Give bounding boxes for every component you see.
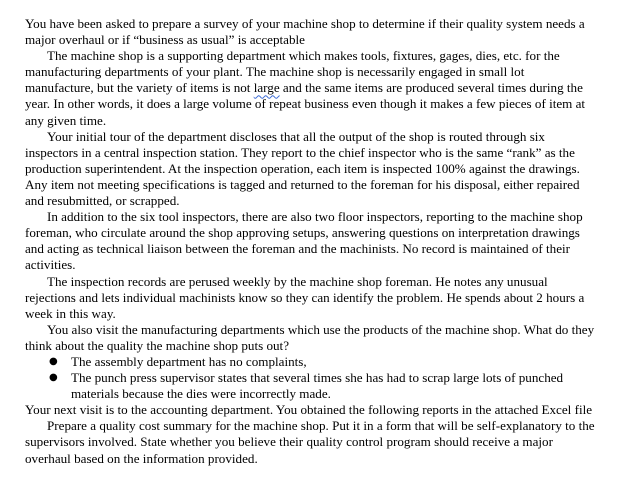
bullet-item-punch-press <box>25 370 595 402</box>
accounting-visit-paragraph: Your next visit is to the accounting department. You obtained the following reports in the attached Excel file <box>25 402 593 418</box>
machine-shop-text-end: and the same items are produced several times during the year. In other words, it does a large volume of repeat business even though it makes a few pieces of item at any given time. <box>25 80 586 128</box>
initial-tour-paragraph: Your initial tour of the department discloses that all the output of the shop is routed through six inspectors in a central inspection station. They report to the chief inspector who is the same “rank” as the production superintendent. At the inspection operation, each item is inspected 100% against the drawings. Any item not meeting specifications is tagged and returned to the foreman for his disposal, either repaired and resubmitted, or scrapped. <box>25 128 580 209</box>
manufacturing-visit-paragraph: You also visit the manufacturing departments which use the products of the machine shop. What do they think about the quality the machine shop puts out? <box>25 321 595 353</box>
intro-paragraph: You have been asked to prepare a survey of your machine shop to determine if their quality system needs a major overhaul or if “business as usual” is acceptable <box>25 16 585 48</box>
document-body <box>25 16 595 467</box>
task-paragraph: Prepare a quality cost summary for the machine shop. Put it in a form that will be self-explanatory to the supervisors involved. State whether you believe their quality control program should receive a major overhaul based on the information provided. <box>25 418 595 466</box>
floor-inspectors-paragraph: In addition to the six tool inspectors, there are also two floor inspectors, reporting to the machine shop foreman, who circulate around the shop approving setups, answering questions on interpretation drawings and acting as technical liaison between the foreman and the machinists. No record is maintained of their activities. <box>25 209 583 273</box>
bullet-icon: ● <box>49 372 58 384</box>
machine-shop-paragraph <box>25 48 595 128</box>
bullet-text: The assembly department has no complaints, <box>71 353 307 369</box>
bullet-item-assembly <box>25 354 595 370</box>
bullet-icon: ● <box>49 355 58 367</box>
feedback-bullet-list <box>25 354 595 402</box>
bullet-text: The punch press supervisor states that several times she has had to scrap large lots of punched materials because the dies were incorrectly made. <box>71 370 564 402</box>
machine-shop-text-start: The machine shop is a supporting department which makes tools, fixtures, gages, dies, etc. for the manufacturing departments of your plant. The machine shop is necessarily engaged in small lot manufacture, but the variety of items is not <box>25 48 560 96</box>
inspection-records-paragraph: The inspection records are perused weekly by the machine shop foreman. He notes any unusual rejections and lets individual machinists know so they can identify the problem. He spends about 2 hours a week in this way. <box>25 273 585 321</box>
spellcheck-flagged-word[interactable]: large <box>253 80 280 96</box>
